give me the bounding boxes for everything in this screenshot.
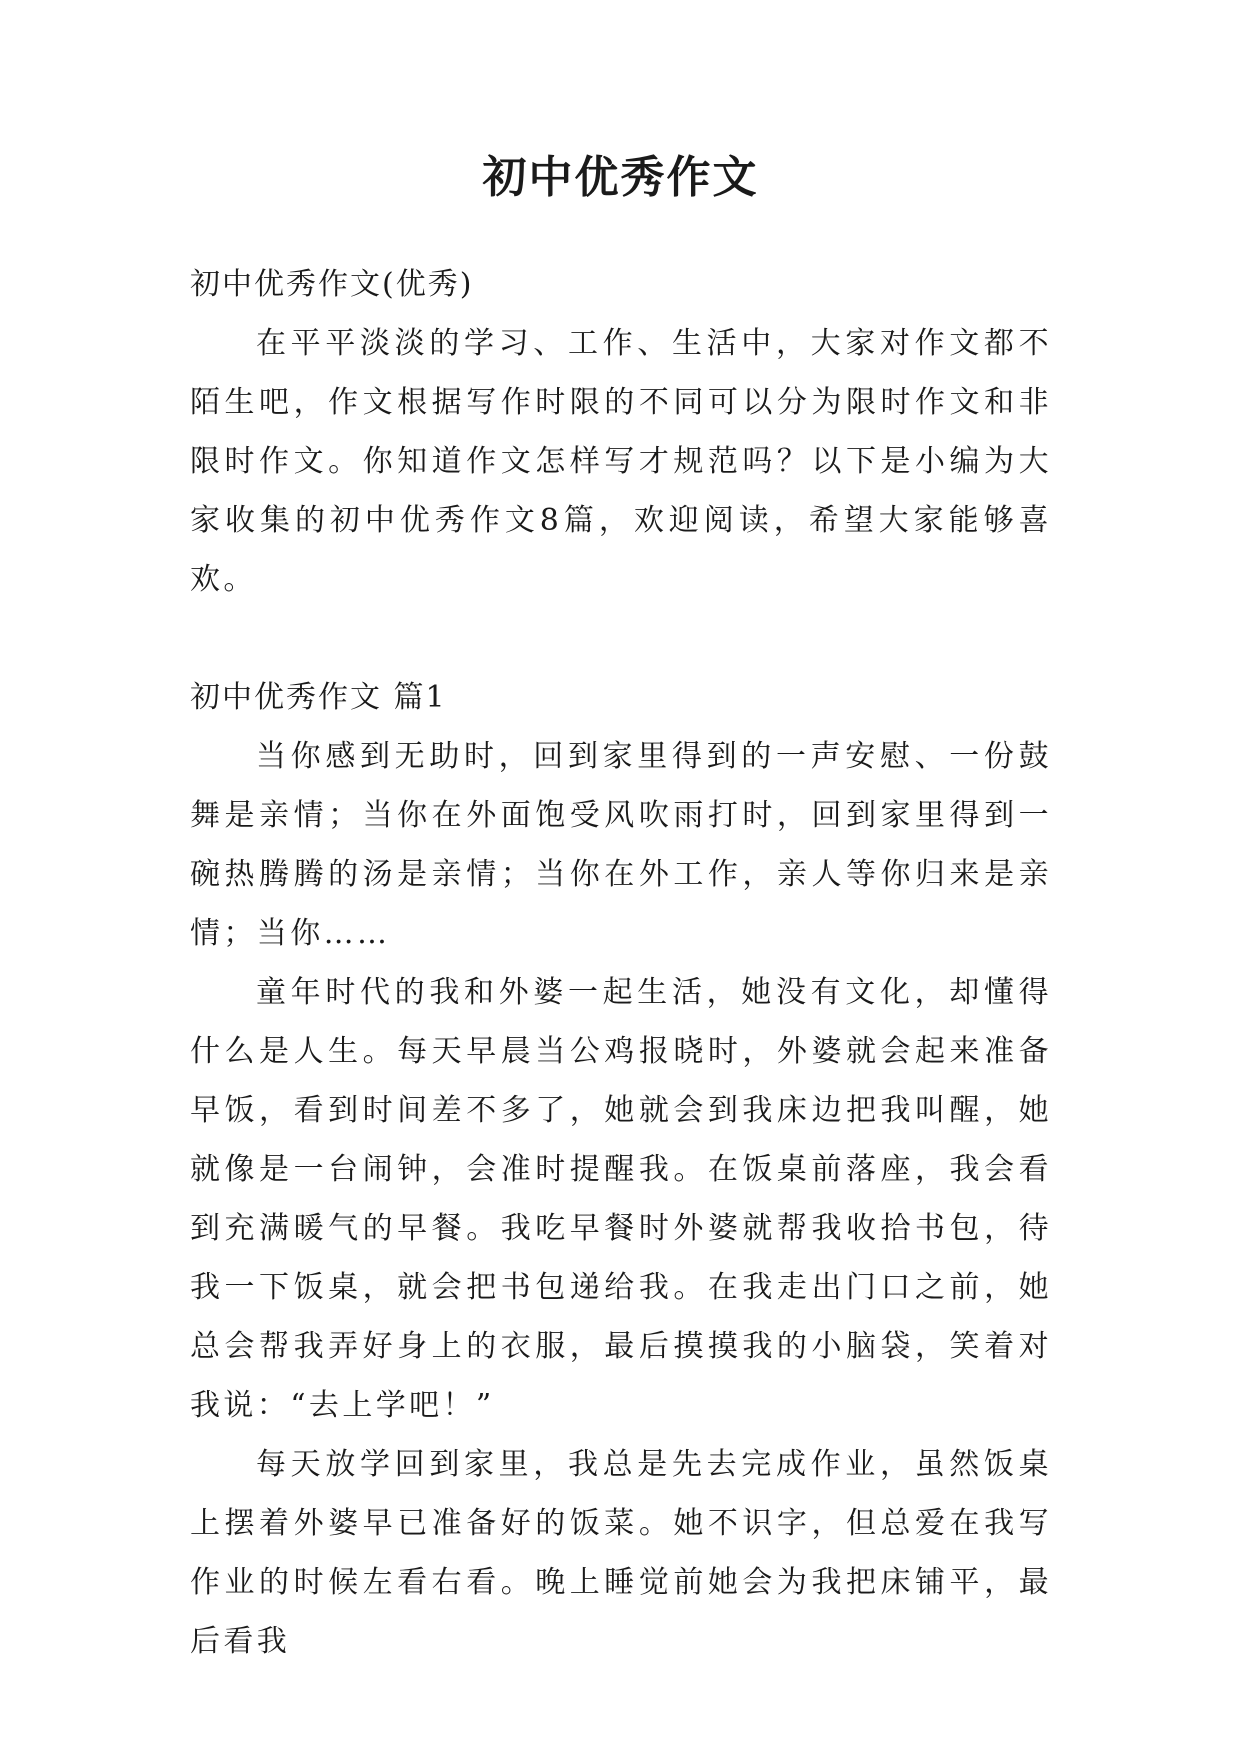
intro-paragraph: 在平平淡淡的学习、工作、生活中，大家对作文都不陌生吧，作文根据写作时限的不同可以分为限时作文和非限时作文。你知道作文怎样写才规范吗？以下是小编为大家收集的初中优秀作文8篇，欢迎阅读，希望大家能够喜欢。: [190, 326, 1052, 597]
intro-heading: 初中优秀作文(优秀): [190, 267, 474, 302]
section-paragraph: 每天放学回到家里，我总是先去完成作业，虽然饭桌上摆着外婆早已准备好的饭菜。她不识字，但总爱在我写作业的时候左看右看。晚上睡觉前她会为我把床铺平，最后看我: [190, 1447, 1052, 1659]
section-paragraph: 童年时代的我和外婆一起生活，她没有文化，却懂得什么是人生。每天早晨当公鸡报晓时，外婆就会起来准备早饭，看到时间差不多了，她就会到我床边把我叫醒，她就像是一台闹钟，会准时提醒我。在饭桌前落座，我会看到充满暖气的早餐。我吃早餐时外婆就帮我收拾书包，待我一下饭桌，就会把书包递给我。在我走出门口之前，她总会帮我弄好身上的衣服，最后摸摸我的小脑袋，笑着对我说：“去上学吧！”: [190, 975, 1052, 1423]
section-paragraph: 当你感到无助时，回到家里得到的一声安慰、一份鼓舞是亲情；当你在外面饱受风吹雨打时，回到家里得到一碗热腾腾的汤是亲情；当你在外工作，亲人等你归来是亲情；当你……: [190, 739, 1052, 951]
section-heading: 初中优秀作文 篇1: [190, 680, 447, 715]
document-title: 初中优秀作文: [482, 152, 759, 203]
document-body: [190, 255, 1052, 1671]
section-spacer: [190, 609, 1052, 668]
